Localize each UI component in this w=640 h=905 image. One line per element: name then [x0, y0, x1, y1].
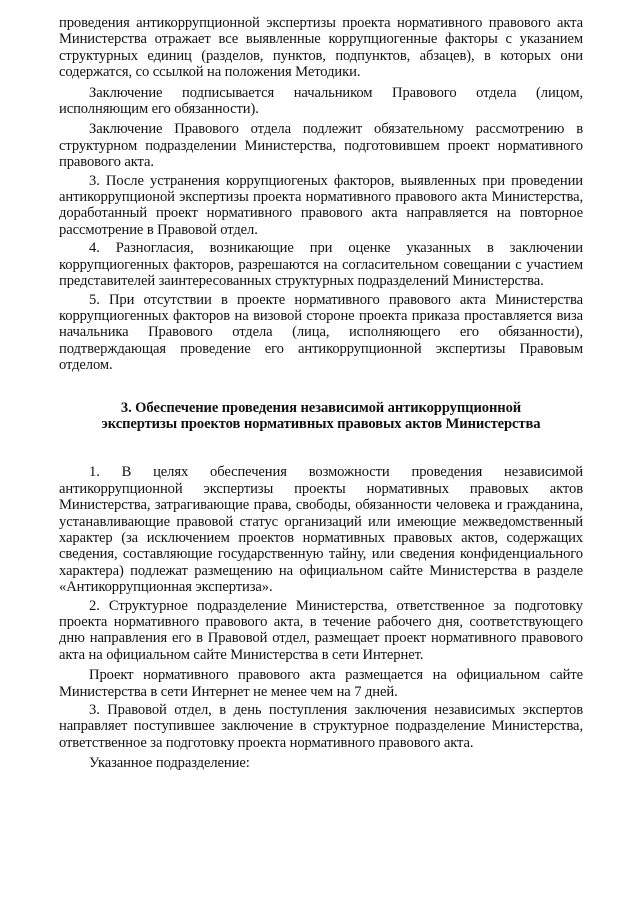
paragraph-item-4: 4. Разногласия, возникающие при оценке указанных в заключении коррупциогенных факторов, разрешаются на согласительном совещании с участием представителей заинтересованных структурных подразделений Министерства.	[59, 240, 583, 290]
paragraph-s3-item-2: 2. Структурное подразделение Министерства, ответственное за подготовку проекта нормативного правового акта, в течение рабочего дня, соответствующего дню направления его в Правовой отдел, размещает проект нормативного правового акта на официальном сайте Министерства в сети Интернет.	[59, 597, 583, 663]
paragraph-signed: Заключение подписывается начальником Правового отдела (лицом, исполняющим его обязанности).	[59, 84, 583, 118]
section-heading-line1: 3. Обеспечение проведения независимой антикоррупционной	[120, 399, 522, 416]
paragraph-s3-item-3: 3. Правовой отдел, в день поступления заключения независимых экспертов направляет поступившее заключение в структурное подразделение Министерства, ответственное за подготовку проекта нормативного правового акта.	[59, 702, 583, 751]
paragraph-s3-last: Указанное подразделение:	[89, 755, 250, 772]
paragraph-s3-item-1: 1. В целях обеспечения возможности проведения независимой антикоррупционной экспертизы проекты нормативных правовых актов Министерства, затрагивающие права, свободы, обязанности человека и гражданина, устанавливающие правовой статус организаций или имеющие межведомственный характер (за исключением проектов нормативных правовых актов, содержащих сведения, составляющие государственную тайну, или сведения конфиденциального характера) подлежат размещению на официальном сайте Министерства в разделе «Антикоррупционная экспертиза».	[59, 464, 583, 596]
paragraph-item-5: 5. При отсутствии в проекте нормативного правового акта Министерства коррупциогенных факторов на визовой стороне проекта приказа проставляется виза начальника Правового отдела (лица, исполняющего его обязанности), подтверждающая проведение его антикоррупционной экспертизы Правовым отделом.	[59, 291, 583, 374]
paragraph-review: Заключение Правового отдела подлежит обязательному рассмотрению в структурном подразделении Министерства, подготовившем проект нормативного правового акта.	[59, 121, 583, 171]
section-heading-line2: экспертизы проектов нормативных правовых актов Министерства	[101, 415, 541, 432]
section-heading	[59, 400, 583, 433]
paragraph-s3-item-2b: Проект нормативного правового акта размещается на официальном сайте Министерства в сети Интернет не менее чем на 7 дней.	[59, 667, 583, 700]
document-page	[59, 15, 583, 772]
paragraph-item-3: 3. После устранения коррупциогеных факторов, выявленных при проведении антикоррупционой экспертизы проекта нормативного правового акта Министерства, доработанный проект нормативного правового акта направляется на повторное рассмотрение в Правовой отдел.	[59, 172, 583, 238]
paragraph-intro: проведения антикоррупционной экспертизы проекта нормативного правового акта Министерства отражает все выявленные коррупциогенные факторы с указанием структурных единиц (разделов, пунктов, подпунктов, абзацев), в которых они содержатся, со ссылкой на положения Методики.	[59, 15, 583, 81]
section-3-body	[59, 464, 583, 771]
